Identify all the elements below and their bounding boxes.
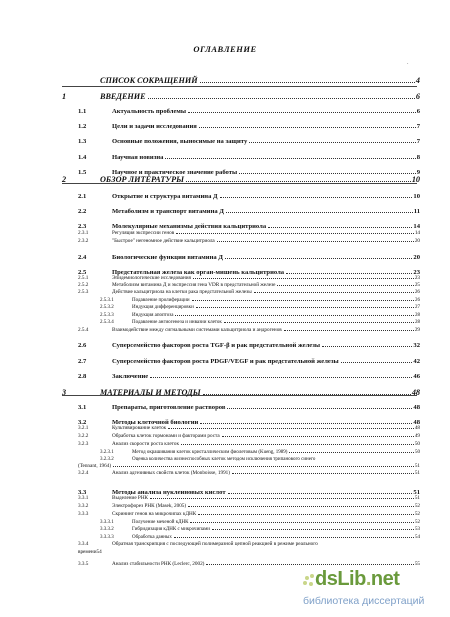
toc-leader-dots: [284, 330, 414, 331]
toc-entry-number: 2.1: [78, 193, 87, 200]
toc-leader-dots: [168, 428, 414, 429]
toc-entry-page: 50: [415, 450, 420, 455]
toc-entry-page: 25: [414, 282, 420, 288]
toc-entry-label: Основные положения, выносимые на защиту: [112, 138, 248, 145]
toc-entry-page: 48: [413, 404, 420, 411]
toc-entry-number: 3: [62, 388, 67, 397]
toc-entry-label: Анализ скорости роста клеток: [112, 441, 179, 447]
toc-entry[interactable]: [112, 357, 420, 365]
toc-entry[interactable]: [112, 238, 420, 244]
toc-entry-number: 3.3.4: [78, 541, 89, 547]
toc-entry-page: 14: [413, 223, 420, 230]
toc-entry-label: СПИСОК СОКРАЩЕНИЙ: [100, 76, 198, 85]
toc-entry-number: 2.5.3: [78, 289, 89, 295]
toc-entry-label: Электрофорез РНК (Masek, 2005): [112, 503, 187, 509]
toc-entry[interactable]: [132, 519, 420, 525]
toc-entry-label: Методы клеточной биологии: [112, 419, 199, 426]
section-rule: [62, 86, 417, 87]
toc-leader-dots: [254, 292, 414, 293]
toc-entry-number: 3.3.1: [78, 495, 89, 501]
watermark: [303, 568, 443, 612]
toc-entry-label: Подавление пролиферации: [132, 298, 190, 303]
toc-entry[interactable]: [112, 433, 420, 439]
toc-entry-page: 42: [413, 358, 420, 365]
toc-entry[interactable]: [112, 341, 420, 349]
toc-leader-dots: [226, 212, 413, 213]
toc-entry-number: 1.2: [78, 123, 87, 130]
toc-entry[interactable]: [112, 327, 420, 333]
toc-entry-number: 3.3.3.1: [100, 520, 114, 525]
toc-leader-dots: [188, 112, 416, 113]
toc-entry-page: 52: [414, 511, 420, 517]
toc-entry-label: Анализ адгезивных свойств клеток (Monboisse, 1991): [112, 470, 230, 476]
toc-leader-dots: [188, 506, 414, 507]
toc-entry-label: Научная новизна: [112, 154, 164, 161]
toc-leader-dots: [239, 173, 416, 174]
toc-entry-page: 49: [414, 433, 420, 439]
toc-entry-number: 2.6: [78, 342, 87, 349]
toc-entry-number: 3.2.1: [78, 425, 89, 431]
toc-entry-label: Суперсемейство факторов роста PDGF/VEGF и рак предстательной железы: [112, 358, 339, 365]
toc-entry[interactable]: [112, 425, 420, 431]
toc-entry-label: Действие кальцитриола на клетки рака предстательной железы: [112, 289, 252, 295]
toc-leader-dots: [268, 227, 412, 228]
toc-entry-number: 1.5: [78, 169, 87, 176]
toc-entry-label: Индукция апоптоза: [132, 313, 174, 318]
toc-entry[interactable]: [100, 175, 420, 184]
toc-leader-dots: [150, 377, 412, 378]
toc-entry[interactable]: [112, 441, 420, 447]
toc-entry[interactable]: [112, 137, 420, 145]
toc-entry-page: 23: [413, 269, 420, 276]
toc-entry-page: 29: [414, 327, 420, 333]
watermark-logo-tld: net: [370, 568, 400, 590]
toc-entry[interactable]: [112, 192, 420, 200]
toc-entry[interactable]: [112, 275, 420, 281]
toc-entry-page: 27: [415, 305, 420, 310]
toc-entry-label: Эпидемиологические исследования: [112, 275, 191, 281]
toc-entry[interactable]: [112, 495, 420, 501]
toc-entry-label: Индукция дифференцировки: [132, 305, 194, 310]
toc-entry-number: 3.2.3.1: [100, 450, 114, 455]
toc-entry[interactable]: [112, 403, 420, 411]
watermark-logo-main: dsLib: [315, 568, 366, 590]
toc-entry[interactable]: [112, 289, 420, 295]
toc-entry[interactable]: [112, 541, 420, 547]
toc-entry-label: МАТЕРИАЛЫ И МЕТОДЫ: [100, 388, 201, 397]
toc-entry[interactable]: [100, 76, 420, 85]
toc-entry-label: (Tennant, 1964): [78, 463, 112, 469]
toc-entry[interactable]: [112, 511, 420, 517]
toc-entry[interactable]: [132, 304, 420, 310]
toc-leader-dots: [286, 273, 412, 274]
toc-entry-page: 28: [415, 320, 420, 325]
toc-leader-dots: [212, 529, 414, 530]
toc-entry[interactable]: [112, 107, 420, 115]
toc-entry-number: 3.2: [78, 419, 87, 426]
toc-entry-label: Препараты, приготовление растворов: [112, 404, 226, 411]
toc-entry-page: 53: [415, 527, 420, 532]
toc-entry-label: Суперсемейство факторов роста TGF-β и рак предстательной железы: [112, 342, 321, 349]
toc-entry[interactable]: [112, 470, 420, 476]
toc-entry-page: 20: [413, 254, 420, 261]
toc-entry-number: 2.7: [78, 358, 87, 365]
toc-entry-number: 2.5.3.3: [100, 313, 114, 318]
toc-entry[interactable]: [112, 207, 420, 215]
toc-entry-number: 2.5.4: [78, 327, 89, 333]
toc-entry[interactable]: [112, 222, 420, 230]
toc-leader-dots: [200, 82, 415, 83]
watermark-logo-dot: .: [365, 568, 371, 590]
toc-leader-dots: [174, 537, 414, 538]
toc-entry-label: Научное и практическое значение работы: [112, 169, 238, 176]
toc-leader-dots: [249, 142, 415, 143]
toc-entry[interactable]: [100, 92, 420, 101]
toc-entry-label: Биологические функции витамина Д: [112, 254, 223, 261]
toc-entry-number: 1.1: [78, 108, 87, 115]
toc-entry[interactable]: [132, 297, 420, 303]
toc-entry-label: Предстательная железа как орган-мишень кальцитриола: [112, 269, 285, 276]
toc-leader-dots: [198, 514, 414, 515]
toc-entry-number: 1.3: [78, 138, 87, 145]
toc-entry-page: 6: [416, 108, 420, 115]
toc-entry[interactable]: [112, 122, 420, 130]
toc-leader-dots: [192, 300, 414, 301]
toc-entry-number: 2.5: [78, 269, 87, 276]
toc-entry-number: 2.5.3.4: [100, 320, 114, 325]
toc-entry-page: 8: [416, 154, 420, 161]
toc-entry-label: Обработка данных: [132, 535, 172, 540]
toc-entry-number: 2.5.3.2: [100, 305, 114, 310]
toc-leader-dots: [227, 408, 412, 409]
toc-entry-page: 10: [413, 193, 420, 200]
toc-entry-label: Культивирование клеток: [112, 425, 167, 431]
toc-entry-label: Метаболизм и транспорт витамина Д: [112, 208, 224, 215]
toc-entry-page: 23: [414, 275, 420, 281]
page-title: ОГЛАВЛЕНИЕ: [193, 44, 257, 54]
toc-entry-label: Актуальность проблемы: [112, 108, 187, 115]
toc-leader-dots: [206, 564, 413, 565]
toc-entry-page: 51: [414, 463, 420, 469]
toc-leader-dots: [341, 362, 413, 363]
toc-entry-page: 6: [415, 92, 420, 101]
toc-entry-number: 3.2.3: [78, 441, 89, 447]
toc-leader-dots: [228, 493, 413, 494]
toc-entry-label: Метаболизм витамина Д и экспрессия гена VDR в предстательной железе: [112, 282, 276, 288]
toc-entry-page: 26: [414, 289, 420, 295]
toc-leader-dots: [322, 346, 412, 347]
toc-leader-dots: [225, 258, 413, 259]
toc-entry-page: 28: [415, 313, 420, 318]
toc-entry-label: Гибридизация кДНК с микрочипами: [132, 527, 210, 532]
toc-entry[interactable]: [100, 388, 420, 397]
toc-entry[interactable]: [132, 456, 420, 462]
toc-entry[interactable]: [132, 312, 420, 318]
toc-leader-dots: [224, 322, 414, 323]
toc-entry[interactable]: [132, 319, 420, 325]
toc-entry-label: ВВЕДЕНИЕ: [100, 92, 146, 101]
toc-entry-label: Получение меченой кДНК: [132, 520, 189, 525]
toc-entry[interactable]: [112, 503, 420, 509]
toc-entry-label: Обработка клеток гормонами и факторами роста: [112, 433, 220, 439]
toc-leader-dots: [289, 452, 414, 453]
toc-entry[interactable]: [112, 253, 420, 261]
toc-entry[interactable]: [132, 534, 420, 540]
toc-entry-page: 52: [415, 520, 420, 525]
toc-entry-number: 1: [62, 92, 67, 101]
toc-entry-number: 3.3.5: [78, 561, 89, 567]
toc-entry-number: 1.4: [78, 154, 87, 161]
toc-entry-page: 14: [414, 230, 420, 236]
toc-leader-dots: [220, 197, 413, 198]
toc-entry[interactable]: [132, 526, 420, 532]
toc-entry-number: 2.4: [78, 254, 87, 261]
toc-entry-number: 2.3.1: [78, 230, 89, 236]
toc-entry-label: Цели и задачи исследования: [112, 123, 197, 130]
toc-entry-number: 3.2.4: [78, 470, 89, 476]
toc-entry-page: 10: [411, 175, 420, 184]
toc-leader-dots: [113, 466, 414, 467]
toc-entry-label: Заключение: [112, 373, 149, 380]
toc-entry-page: 9: [416, 169, 420, 176]
toc-leader-dots: [193, 278, 414, 279]
toc-entry-number: 3.1: [78, 404, 87, 411]
watermark-logo: [315, 568, 399, 591]
toc-entry-label: Скрининг генов на микрочипах кДНК: [112, 511, 197, 517]
toc-entry-number: 3.2.3.2: [100, 457, 114, 462]
toc-entry-label: времени54: [78, 549, 102, 555]
toc-leader-dots: [176, 233, 414, 234]
toc-entry-label: Подавление ангиогенеза и инвазии клеток: [132, 320, 222, 325]
toc-leader-dots: [181, 444, 414, 445]
toc-entry-label: Метод окрашивания клеток кристаллическим фиолетовым (Kueng, 1989): [132, 450, 288, 455]
watermark-subtitle: библиотека диссертаций: [303, 595, 425, 607]
toc-leader-dots: [186, 181, 411, 182]
toc-entry-number: 2.8: [78, 373, 87, 380]
toc-leader-dots: [217, 241, 414, 242]
toc-leader-dots: [190, 522, 414, 523]
toc-entry-number: 3.3.3.2: [100, 527, 114, 532]
toc-entry-number: 2.5.2: [78, 282, 89, 288]
toc-entry-page: 7: [416, 123, 420, 130]
toc-entry[interactable]: [78, 463, 420, 469]
toc-entry-page: 48: [413, 419, 420, 426]
toc-entry-label: Методы анализа нуклеиновых кислот: [112, 489, 226, 496]
toc-leader-dots: [203, 394, 411, 395]
toc-entry-page: 20: [414, 238, 420, 244]
toc-entry-label: Анализ стабильности РНК (Leclerc, 2002): [112, 561, 205, 567]
toc-entry-label: Регуляция экспрессии генов: [112, 230, 175, 236]
toc-entry-number: 3.3.2: [78, 503, 89, 509]
toc-entry-page: 55: [414, 561, 420, 567]
toc-entry-page: 48: [414, 425, 420, 431]
toc-entry[interactable]: [112, 282, 420, 288]
toc-entry-number: 2.5.1: [78, 275, 89, 281]
toc-leader-dots: [222, 436, 414, 437]
toc-leader-dots: [199, 127, 416, 128]
toc-entry-page: 51: [414, 495, 420, 501]
toc-entry[interactable]: [112, 230, 420, 236]
toc-entry[interactable]: [112, 561, 420, 567]
toc-leader-dots: [277, 285, 413, 286]
toc-entry-page: 48: [411, 388, 420, 397]
toc-entry-page: 26: [415, 298, 420, 303]
toc-entry-label: Выделение РНК: [112, 495, 149, 501]
toc-entry-page: 52: [414, 503, 420, 509]
toc-entry-page: 54: [415, 535, 420, 540]
toc-entry-page: 51: [414, 470, 420, 476]
toc-entry-page: 7: [416, 138, 420, 145]
toc-entry-number: 2: [62, 175, 67, 184]
toc-entry[interactable]: [78, 549, 420, 555]
toc-entry-label: Обратная транскрипция с последующей полимеразной цепной реакцией в режиме реального: [112, 541, 318, 547]
toc-leader-dots: [150, 498, 414, 499]
toc-entry-number: 3.3.3.3: [100, 535, 114, 540]
toc-entry[interactable]: [112, 153, 420, 161]
stray-mark: .: [407, 60, 409, 66]
toc-leader-dots: [200, 423, 412, 424]
toc-entry-label: Молекулярные механизмы действия кальцитриола: [112, 223, 267, 230]
toc-entry-page: 51: [413, 489, 420, 496]
toc-leader-dots: [148, 98, 415, 99]
toc-entry[interactable]: [112, 372, 420, 380]
toc-entry-number: 3.2.2: [78, 433, 89, 439]
toc-leader-dots: [165, 158, 415, 159]
toc-entry-page: 11: [413, 208, 420, 215]
toc-entry-label: Открытие и структура витамина Д: [112, 193, 218, 200]
toc-entry-number: 3.3: [78, 489, 87, 496]
toc-entry-label: Оценка количества жизнеспособных клеток методом исключения трипанового синего: [132, 457, 316, 462]
toc-entry-number: 3.3.3: [78, 511, 89, 517]
toc-entry-label: ОБЗОР ЛИТЕРАТУРЫ: [100, 175, 185, 184]
toc-entry-page: 46: [413, 373, 420, 380]
toc-entry-page: 32: [413, 342, 420, 349]
toc-entry-number: 2.5.3.1: [100, 298, 114, 303]
toc-entry-number: 2.3: [78, 223, 87, 230]
toc-entry[interactable]: [132, 449, 420, 455]
toc-entry-page: 4: [415, 76, 420, 85]
toc-entry-label: Взаимодействие между сигнальными системами кальцитриола и андрогенов: [112, 327, 282, 333]
toc-entry-label: "Быстрое" негеномное действие кальцитриола: [112, 238, 215, 244]
toc-leader-dots: [232, 473, 414, 474]
toc-leader-dots: [196, 307, 414, 308]
toc-entry-page: 50: [414, 441, 420, 447]
toc-leader-dots: [175, 315, 414, 316]
toc-entry-number: 2.3.2: [78, 238, 89, 244]
toc-entry-number: 2.2: [78, 208, 87, 215]
